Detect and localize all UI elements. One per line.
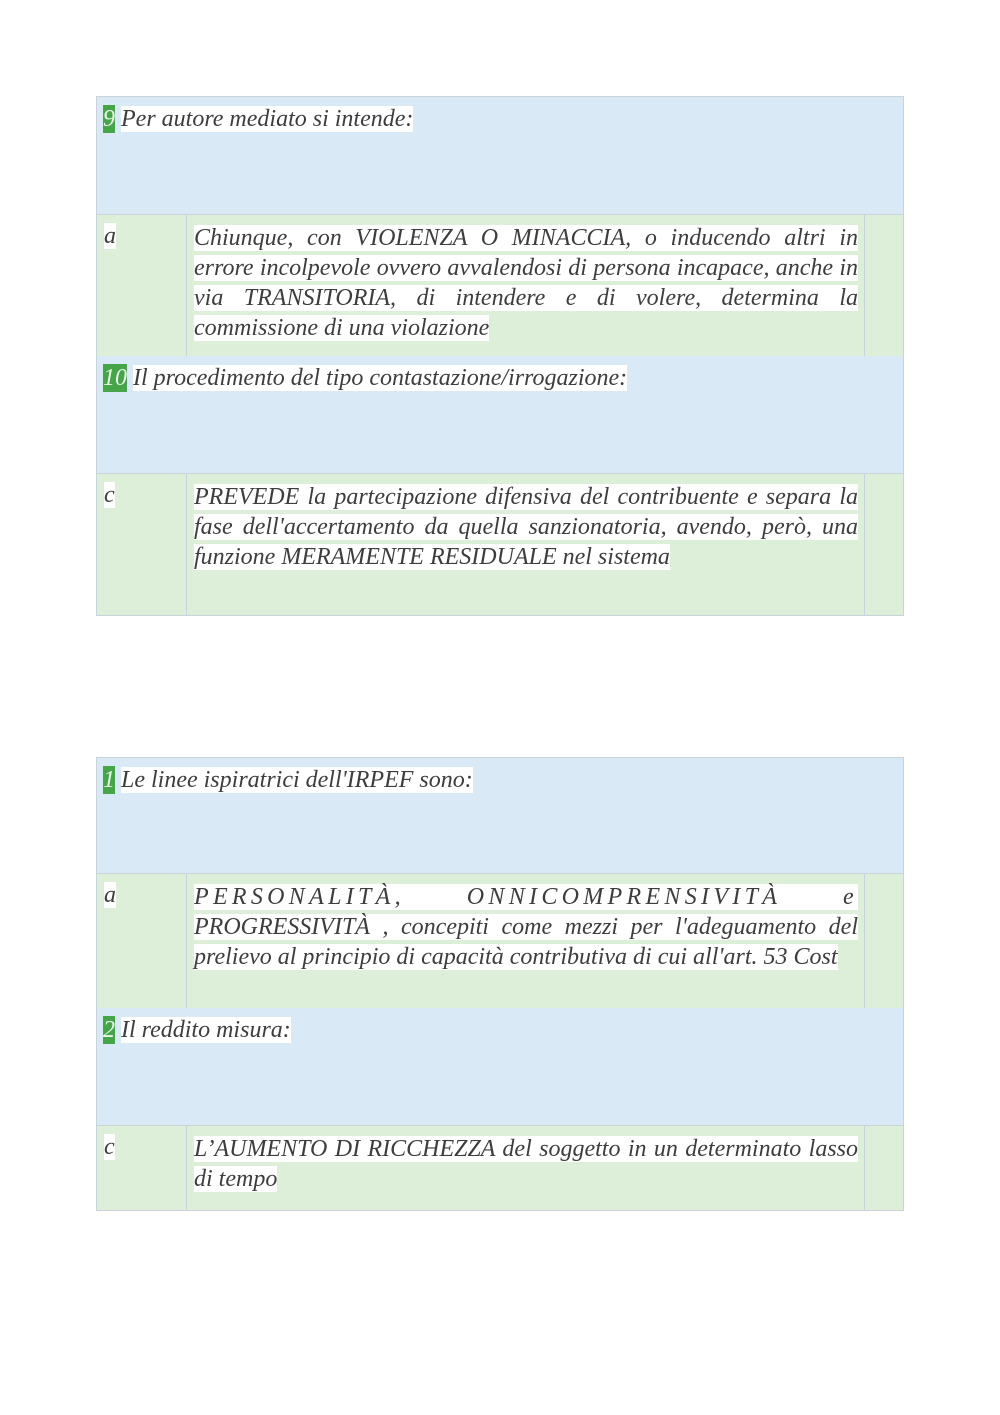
answer-row — [97, 874, 903, 1008]
question-number: 10 — [103, 365, 127, 391]
answer-letter-cell — [97, 215, 187, 356]
answer-letter: a — [104, 223, 116, 249]
question-text: Per autore mediato si intende: — [121, 106, 414, 132]
answer-text: PREVEDE la partecipazione difensiva del contribuente e separa la fase dell'accertamento da quella sanzionatoria, avendo, però, una funzione MERAMENTE RESIDUALE nel sistema — [194, 484, 858, 570]
question-text: Il procedimento del tipo contastazione/irrogazione: — [133, 365, 628, 391]
answer-letter: c — [104, 482, 115, 508]
answer-text: L’AUMENTO DI RICCHEZZA del soggetto in un determinato lasso di tempo — [194, 1136, 858, 1192]
answer-text-cell — [187, 474, 865, 615]
answer-mark-cell — [865, 1126, 903, 1210]
question-number: 2 — [103, 1017, 115, 1043]
answer-text-spaced: PERSONALITÀ, ONNICOMPRENSIVITÀ e — [194, 884, 858, 910]
answer-row — [97, 474, 903, 615]
answer-letter-cell — [97, 1126, 187, 1210]
answer-text-cell — [187, 874, 865, 1008]
question-text: Il reddito misura: — [121, 1017, 291, 1043]
answer-row — [97, 215, 903, 356]
answer-text: Chiunque, con VIOLENZA O MINACCIA, o inducendo altri in errore incolpevole ovvero avvalendosi di persona incapace, anche in via TRANSITORIA, di intendere e di volere, determina la commissione di una violazione — [194, 225, 858, 341]
answer-letter-cell — [97, 474, 187, 615]
answer-letter-cell — [97, 874, 187, 1008]
answer-row — [97, 1126, 903, 1210]
answer-letter: a — [104, 882, 116, 908]
question-9 — [97, 97, 903, 215]
question-number: 1 — [103, 767, 115, 793]
quiz-section-1 — [96, 96, 904, 616]
question-number: 9 — [103, 106, 115, 132]
answer-mark-cell — [865, 215, 903, 356]
question-text: Le linee ispiratrici dell'IRPEF sono: — [121, 767, 473, 793]
answer-text-cell — [187, 1126, 865, 1210]
answer-text: PROGRESSIVITÀ , concepiti come mezzi per l'adeguamento del prelievo al principio di capacità contributiva di cui all'art. 53 Cost — [194, 914, 858, 970]
answer-mark-cell — [865, 874, 903, 1008]
quiz-section-2 — [96, 757, 904, 1211]
question-2 — [97, 1008, 903, 1126]
answer-letter: c — [104, 1134, 115, 1160]
question-10 — [97, 356, 903, 474]
answer-mark-cell — [865, 474, 903, 615]
answer-text-cell — [187, 215, 865, 356]
question-1 — [97, 758, 903, 874]
